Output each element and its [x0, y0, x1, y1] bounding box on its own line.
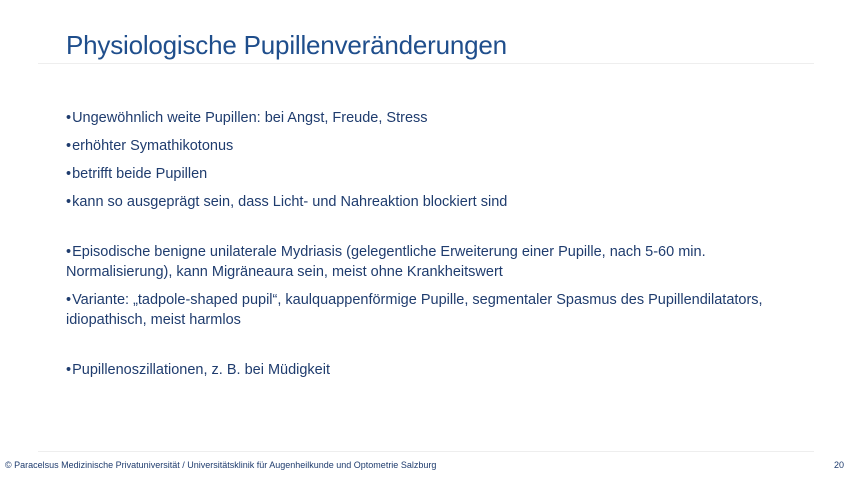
bullet-text: erhöhter Symathikotonus: [72, 138, 234, 154]
bullet-text: betrifft beide Pupillen: [72, 166, 208, 182]
slide-title: Physiologische Pupillenveränderungen: [66, 30, 507, 60]
section-spacer: [66, 338, 796, 360]
bullet-dot: •: [66, 362, 72, 378]
bullet-item: [66, 108, 796, 128]
bullet-dot: •: [66, 244, 72, 260]
bullet-item: [66, 242, 796, 282]
footer-divider: [38, 451, 814, 452]
bullet-dot: •: [66, 194, 72, 210]
footer-copyright: © Paracelsus Medizinische Privatuniversität / Universitätsklinik für Augenheilkunde und Optometrie Salzburg: [5, 460, 437, 470]
bullet-text: Ungewöhnlich weite Pupillen: bei Angst, Freude, Stress: [72, 110, 428, 126]
bullet-dot: •: [66, 292, 72, 308]
section-spacer: [66, 220, 796, 242]
bullet-item: [66, 360, 796, 380]
bullet-item: [66, 164, 796, 184]
bullet-dot: •: [66, 166, 72, 182]
bullet-item: [66, 290, 796, 330]
bullet-text: Episodische benigne unilaterale Mydriasis (gelegentliche Erweiterung einer Pupille, nach 5-60 min. Normalisierung), kann Migräneaura sein, meist ohne Krankheitswert: [66, 244, 706, 280]
bullet-text: Variante: „tadpole-shaped pupil“, kaulquappenförmige Pupille, segmentaler Spasmus des Pupillendilatators, idiopathisch, meist harmlos: [66, 292, 763, 328]
page-number: 20: [833, 460, 844, 470]
bullet-item: [66, 136, 796, 156]
title-divider: [38, 63, 814, 64]
bullet-dot: •: [66, 138, 72, 154]
slide-content: [66, 108, 796, 388]
bullet-dot: •: [66, 110, 72, 126]
bullet-text: Pupillenoszillationen, z. B. bei Müdigkeit: [72, 362, 330, 378]
bullet-item: [66, 192, 796, 212]
bullet-text: kann so ausgeprägt sein, dass Licht- und Nahreaktion blockiert sind: [72, 194, 508, 210]
